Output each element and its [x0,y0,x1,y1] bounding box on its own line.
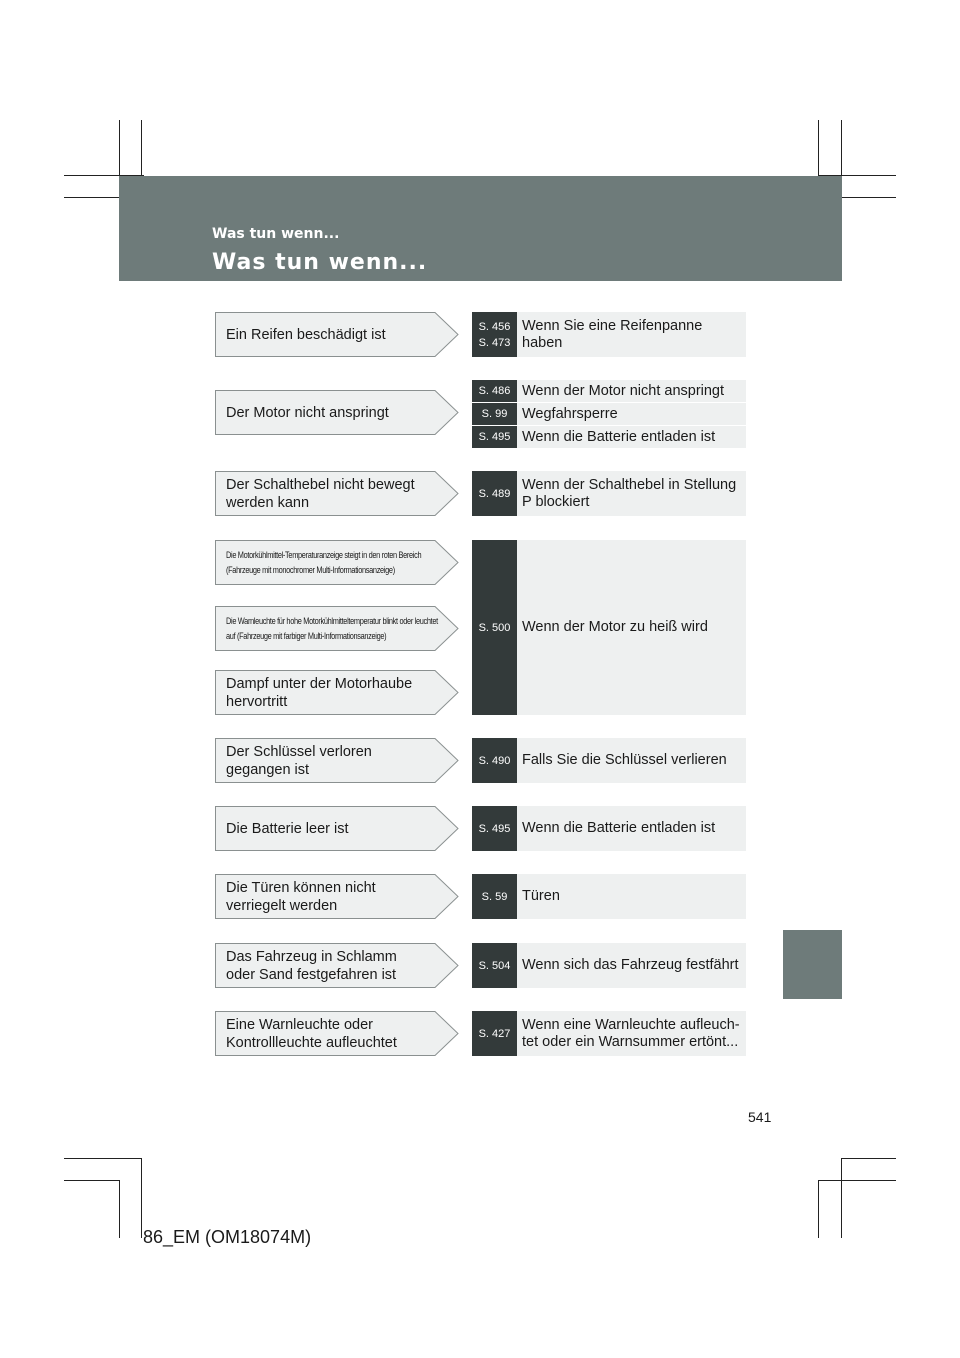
page-reference[interactable]: S. 59 [472,874,517,919]
solution-text: Wenn eine Warnleuchte aufleuch-tet oder ein Warnsummer ertönt... [517,1011,746,1056]
problem-label: Der Schlüssel verloren gegangen ist [226,743,372,778]
problem-label: Die Warnleuchte für hohe Motorkühlmitteltemperatur blinkt oder leuchtet auf (Fahrzeuge mit farbiger Multi-Informationsanzeige) [226,615,438,641]
problem-label: Die Türen können nicht verriegelt werden [226,879,376,914]
page-reference[interactable]: S. 427 [472,1011,517,1056]
footer-code: 86_EM (OM18074M) [143,1227,312,1247]
problem-label: Die Batterie leer ist [226,820,349,837]
problem-label: Dampf unter der Motorhaube hervortritt [226,675,413,710]
crop-mark [119,1180,120,1238]
page-reference[interactable]: S. 486 [472,380,517,402]
crop-mark [141,1158,142,1238]
solution-text: Wenn die Batterie entladen ist [517,426,746,448]
problem-arrow [215,606,459,651]
solution-text: Falls Sie die Schlüssel verlieren [517,738,746,783]
solution-text: Wenn sich das Fahrzeug festfährt [517,943,746,988]
page-number: 541 [748,1109,772,1125]
problem-arrow [215,312,459,357]
crop-mark [841,1158,896,1159]
page-reference[interactable]: S. 99 [472,403,517,425]
page-reference[interactable]: S. 500 [472,540,517,715]
solution-text: Wenn der Motor nicht anspringt [517,380,746,402]
problem-arrow [215,1011,459,1056]
chapter-header [119,176,842,281]
crop-mark [818,1180,819,1238]
problem-arrow [215,943,459,988]
problem-arrow [215,874,459,919]
page-reference[interactable]: S. 489 [472,471,517,516]
problem-label: Der Motor nicht anspringt [226,404,389,421]
solution-text: Türen [517,874,746,919]
solution-text: Wenn der Schalthebel in Stellung P blockiert [517,471,746,516]
crop-mark [64,1180,120,1181]
page-title: Was tun wenn... [212,250,428,275]
page-reference[interactable]: S. 495 [472,426,517,448]
solution-text: Wenn Sie eine Reifenpanne haben [517,312,746,357]
chapter-tab [783,930,842,999]
problem-arrow [215,738,459,783]
crop-mark [818,1180,896,1181]
problem-label: Der Schalthebel nicht bewegt werden kann [226,476,415,511]
problem-arrow [215,390,459,435]
crop-mark [841,1158,842,1238]
problem-label: Das Fahrzeug in Schlamm oder Sand festgefahren ist [226,948,397,983]
problem-label: Ein Reifen beschädigt ist [226,326,386,343]
solution-text: Wenn der Motor zu heiß wird [517,540,746,715]
problem-label: Eine Warnleuchte oder Kontrollleuchte aufleuchtet [226,1016,397,1051]
problem-arrow [215,471,459,516]
crop-mark [64,1158,142,1159]
solution-text: Wenn die Batterie entladen ist [517,806,746,851]
problem-label: Die Motorkühlmittel-Temperaturanzeige steigt in den roten Bereich (Fahrzeuge mit monochromer Multi-Informationsanzeige) [226,549,422,575]
page-reference[interactable]: S. 495 [472,806,517,851]
page-reference[interactable]: S. 504 [472,943,517,988]
page-reference[interactable]: S. 490 [472,738,517,783]
problem-arrow [215,540,459,585]
problem-arrow [215,670,459,715]
solution-text: Wegfahrsperre [517,403,746,425]
section-title: Was tun wenn... [212,226,340,242]
problem-arrow [215,806,459,851]
page-reference[interactable]: S. 456 S. 473 [472,312,517,357]
